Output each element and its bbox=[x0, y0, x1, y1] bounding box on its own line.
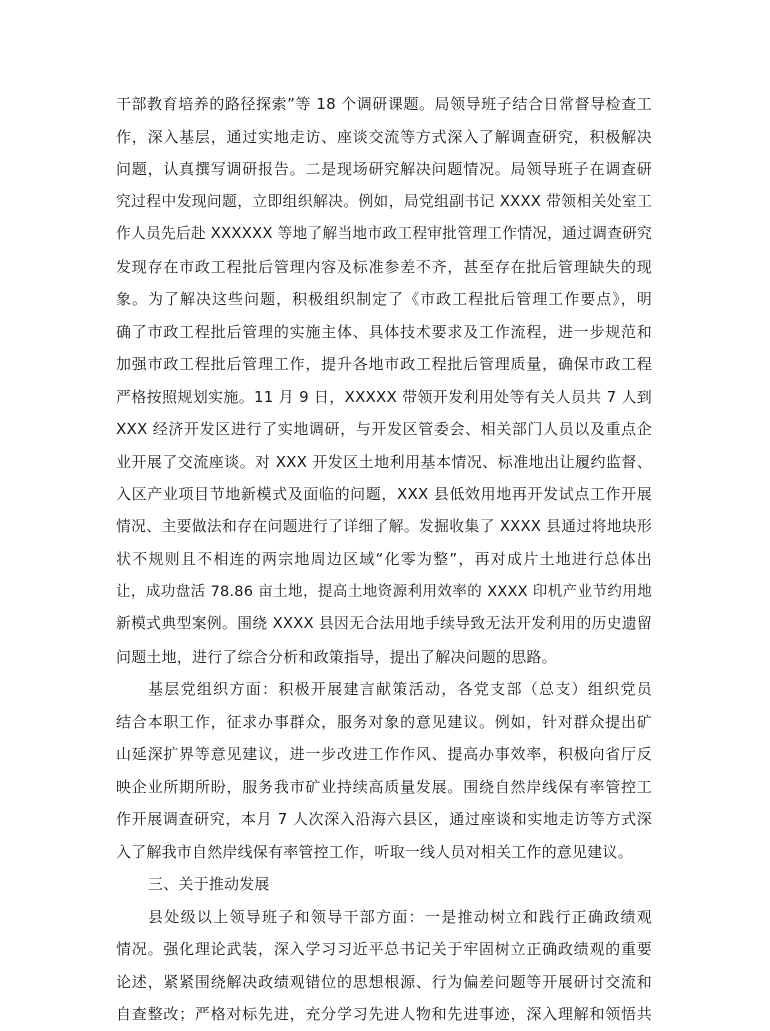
text-line-18: 问题土地，进行了综合分析和政策指导，提出了解决问题的思路。 bbox=[116, 647, 557, 666]
text-line-28: 论述，紧紧围绕解决政绩观错位的思想根源、行为偏差问题等开展研讨交流和 bbox=[116, 972, 652, 991]
section-heading: 三、关于推动发展 bbox=[148, 875, 270, 893]
text-line-9: 加强市政工程批后管理工作，提升各地市政工程批后管理质量，确保市政工程 bbox=[116, 355, 652, 373]
text-line-7: 象。为了解决这些问题，积极组织制定了《市政工程批后管理工作要点》，明 bbox=[116, 290, 652, 308]
text-line-17: 新模式典型案例。围绕 XXXX 县因无合法用地手续导致无法开发利用的历史遗留 bbox=[116, 615, 652, 632]
text-line-12: 业开展了交流座谈。对 XXX 开发区土地利用基本情况、标准地出让履约监督、 bbox=[116, 452, 652, 471]
text-line-13: 入区产业项目节地新模式及面临的问题，XXX 县低效用地再开发试点工作开展 bbox=[116, 485, 652, 503]
text-line-14: 情况、主要做法和存在问题进行了详细了解。发掘收集了 XXXX 县通过将地块形 bbox=[116, 517, 652, 535]
text-line-11: XXX 经济开发区进行了实地调研，与开发区管委会、相关部门人员以及重点企 bbox=[116, 420, 652, 438]
text-line-3: 问题，认真撰写调研报告。二是现场研究解决问题情况。局领导班子在调查研 bbox=[116, 160, 652, 178]
text-line-8: 确了市政工程批后管理的实施主体、具体技术要求及工作流程，进一步规范和 bbox=[116, 322, 652, 341]
text-line-27: 情况。强化理论武装，深入学习习近平总书记关于牢固树立正确政绩观的重要 bbox=[116, 940, 652, 958]
document-page bbox=[116, 88, 652, 1031]
text-line-19: 基层党组织方面：积极开展建言献策活动，各党支部（总支）组织党员 bbox=[148, 680, 652, 698]
text-line-6: 发现存在市政工程批后管理内容及标准参差不齐，甚至存在批后管理缺失的现 bbox=[116, 257, 652, 276]
text-line-15: 状不规则且不相连的两宗地周边区域“化零为整”，再对成片土地进行总体出 bbox=[116, 550, 652, 568]
text-line-29: 自查整改；严格对标先进，充分学习先进人物和先进事迹，深入理解和领悟共 bbox=[116, 1005, 652, 1023]
text-line-5: 作人员先后赴 XXXXXX 等地了解当地市政工程审批管理工作情况，通过调查研究 bbox=[116, 225, 652, 242]
text-line-20: 结合本职工作，征求办事群众，服务对象的意见建议。例如，针对群众提出矿 bbox=[116, 712, 652, 731]
text-line-24: 入了解我市自然岸线保有率管控工作，听取一线人员对相关工作的意见建议。 bbox=[116, 842, 633, 861]
text-line-2: 作，深入基层，通过实地走访、座谈交流等方式深入了解调查研究，积极解决 bbox=[116, 127, 652, 146]
text-line-21: 山延深扩界等意见建议，进一步改进工作作风、提高办事效率，积极向省厅反 bbox=[116, 745, 652, 763]
text-line-26: 县处级以上领导班子和领导干部方面：一是推动树立和践行正确政绩观 bbox=[148, 907, 652, 926]
text-line-10: 严格按照规划实施。11 月 9 日，XXXXX 带领开发利用处等有关人员共 7 人到 bbox=[116, 387, 652, 406]
text-line-1: 干部教育培养的路径探索”等 18 个调研课题。局领导班子结合日常督导检查工 bbox=[116, 95, 652, 113]
text-line-4: 究过程中发现问题，立即组织解决。例如，局党组副书记 XXXX 带领相关处室工 bbox=[116, 192, 652, 210]
text-line-22: 映企业所期所盼，服务我市矿业持续高质量发展。围绕自然岸线保有率管控工 bbox=[116, 777, 652, 796]
text-line-23: 作开展调查研究，本月 7 人次深入沿海六县区，通过座谈和实地走访等方式深 bbox=[116, 810, 652, 828]
text-line-16: 让，成功盘活 78.86 亩土地，提高土地资源利用效率的 XXXX 印机产业节约用地 bbox=[116, 583, 652, 600]
